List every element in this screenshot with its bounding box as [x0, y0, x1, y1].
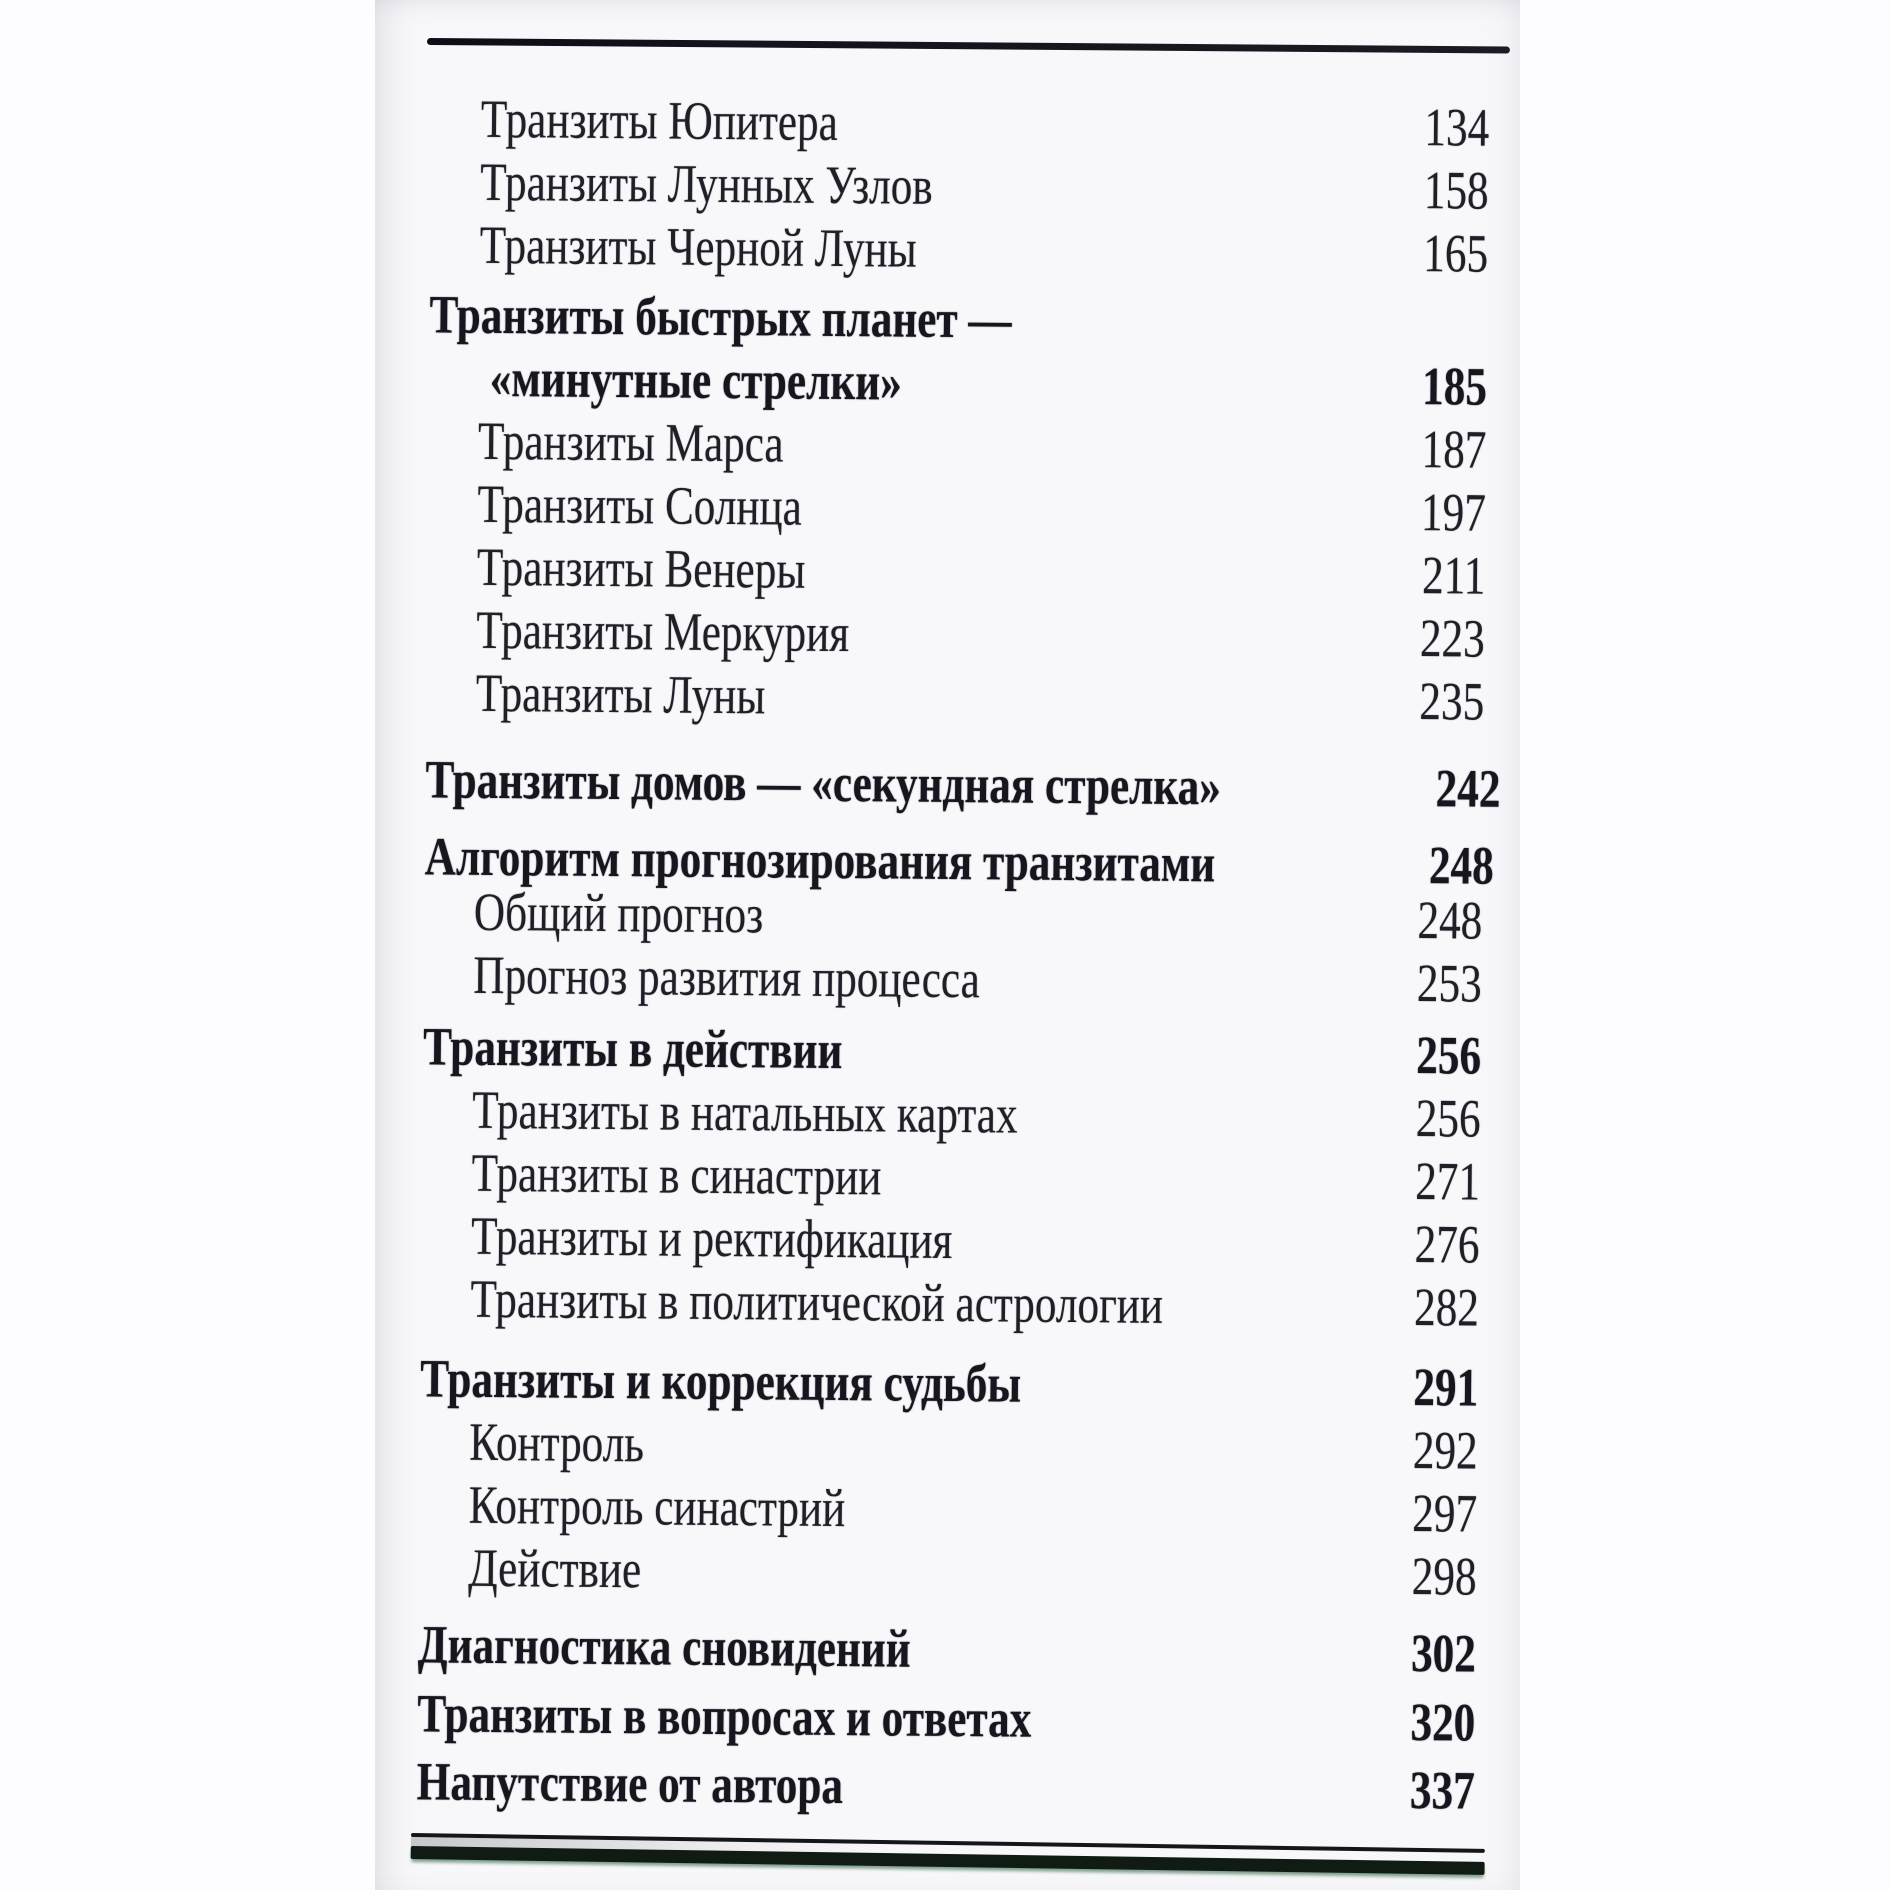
- toc-entry-label: Контроль синастрий: [468, 1474, 846, 1538]
- toc-row: [429, 345, 1488, 417]
- toc-entry-label: Транзиты в синастрии: [471, 1142, 882, 1206]
- toc-entry-page-number: 165: [1423, 222, 1489, 284]
- toc-entry-label: Транзиты в натальных картах: [471, 1079, 1018, 1145]
- toc-entry-page-number: 134: [1424, 96, 1490, 158]
- toc-entry-page-number: 271: [1414, 1150, 1481, 1212]
- toc-row: [421, 1203, 1480, 1275]
- toc-row: [418, 1535, 1477, 1607]
- toc-row: [421, 1266, 1480, 1338]
- toc-entry-page-number: 282: [1413, 1276, 1480, 1338]
- toc-row: [428, 471, 1487, 543]
- toc-row: [419, 1409, 1478, 1481]
- toc-entry-label: Транзиты Венеры: [476, 536, 806, 600]
- toc-entry-page-number: 337: [1409, 1759, 1475, 1821]
- toc-entry-page-number: 298: [1411, 1545, 1477, 1607]
- toc-entry-label: Транзиты Черной Луны: [479, 214, 918, 279]
- toc-row: [416, 1749, 1475, 1821]
- toc-entry-label: Транзиты Лунных Узлов: [480, 151, 933, 216]
- toc-entry-page-number: 187: [1421, 418, 1487, 480]
- toc-row: [427, 597, 1486, 669]
- toc-entry-label: Транзиты в действии: [422, 1015, 843, 1080]
- toc-row: [420, 1346, 1479, 1418]
- toc-row: [429, 282, 1488, 354]
- toc-row: [422, 1077, 1481, 1149]
- toc-entry-label: Действие: [467, 1537, 642, 1599]
- toc-entry-label: Транзиты Меркурия: [476, 599, 850, 663]
- toc-entry-page-number: 291: [1413, 1356, 1479, 1418]
- toc-row: [419, 1472, 1478, 1544]
- toc-entry-page-number: 256: [1415, 1087, 1481, 1149]
- toc-entry-page-number: 185: [1421, 355, 1488, 417]
- toc-row: [431, 86, 1490, 158]
- toc-list: [416, 86, 1501, 1821]
- toc-row: [423, 1014, 1482, 1086]
- toc-entry-label: Диагностика сновидений: [417, 1613, 911, 1679]
- toc-entry-label: Транзиты и коррекция судьбы: [420, 1347, 1022, 1414]
- toc-entry-page-number: 211: [1421, 544, 1486, 606]
- toc-entry-label: Алгоритм прогнозирования транзитами: [424, 825, 1216, 893]
- toc-entry-page-number: 297: [1412, 1482, 1478, 1544]
- toc-row: [428, 408, 1487, 480]
- toc-entry-label: Контроль: [469, 1411, 645, 1473]
- toc-row: [417, 1681, 1476, 1753]
- toc-entry-label: Транзиты в вопросах и ответах: [417, 1682, 1032, 1749]
- toc-row: [430, 212, 1489, 284]
- toc-entry-page-number: 256: [1416, 1024, 1482, 1086]
- toc-entry-page-number: 302: [1410, 1622, 1477, 1684]
- toc-entry-label: Напутствие от автора: [416, 1750, 844, 1815]
- toc-entry-page-number: 197: [1420, 481, 1487, 543]
- toc-entry-page-number: 253: [1416, 952, 1483, 1014]
- toc-entry-label: Транзиты Марса: [477, 410, 784, 474]
- toc-entry-page-number: 292: [1412, 1419, 1478, 1481]
- toc-entry-label: Общий прогноз: [473, 881, 764, 944]
- toc-entry-page-number: 242: [1435, 757, 1501, 819]
- toc-entry-page-number: 276: [1414, 1213, 1480, 1275]
- toc-row: [425, 747, 1501, 819]
- toc-entry-page-number: 235: [1419, 670, 1485, 732]
- toc-entry-page-number: 320: [1410, 1691, 1476, 1753]
- toc-entry-label: Транзиты и ректификация: [470, 1205, 953, 1270]
- toc-entry-page-number: 158: [1423, 159, 1489, 221]
- toc-row: [430, 149, 1489, 221]
- toc-row: [426, 660, 1485, 732]
- toc-row: [418, 1612, 1477, 1684]
- toc-entry-label: Транзиты домов — «секундная стрелка»: [425, 748, 1222, 816]
- toc-row: [424, 942, 1483, 1014]
- toc-row: [422, 1140, 1481, 1212]
- toc-entry-label: Транзиты Луны: [475, 662, 766, 725]
- toc-entry-label: Транзиты быстрых планет —: [429, 283, 1012, 349]
- toc-row: [427, 534, 1486, 606]
- toc-entry-label: Транзиты в политической астрологии: [470, 1268, 1164, 1335]
- toc-entry-label: «минутные стрелки»: [489, 347, 903, 412]
- toc-entry-page-number: 248: [1417, 889, 1483, 951]
- toc-entry-page-number: 223: [1419, 607, 1486, 669]
- toc-entry-label: Транзиты Юпитера: [480, 88, 839, 152]
- toc-entry-page-number: 248: [1428, 834, 1495, 896]
- toc-entry-label: Прогноз развития процесса: [473, 944, 981, 1009]
- toc-entry-label: Транзиты Солнца: [477, 473, 803, 537]
